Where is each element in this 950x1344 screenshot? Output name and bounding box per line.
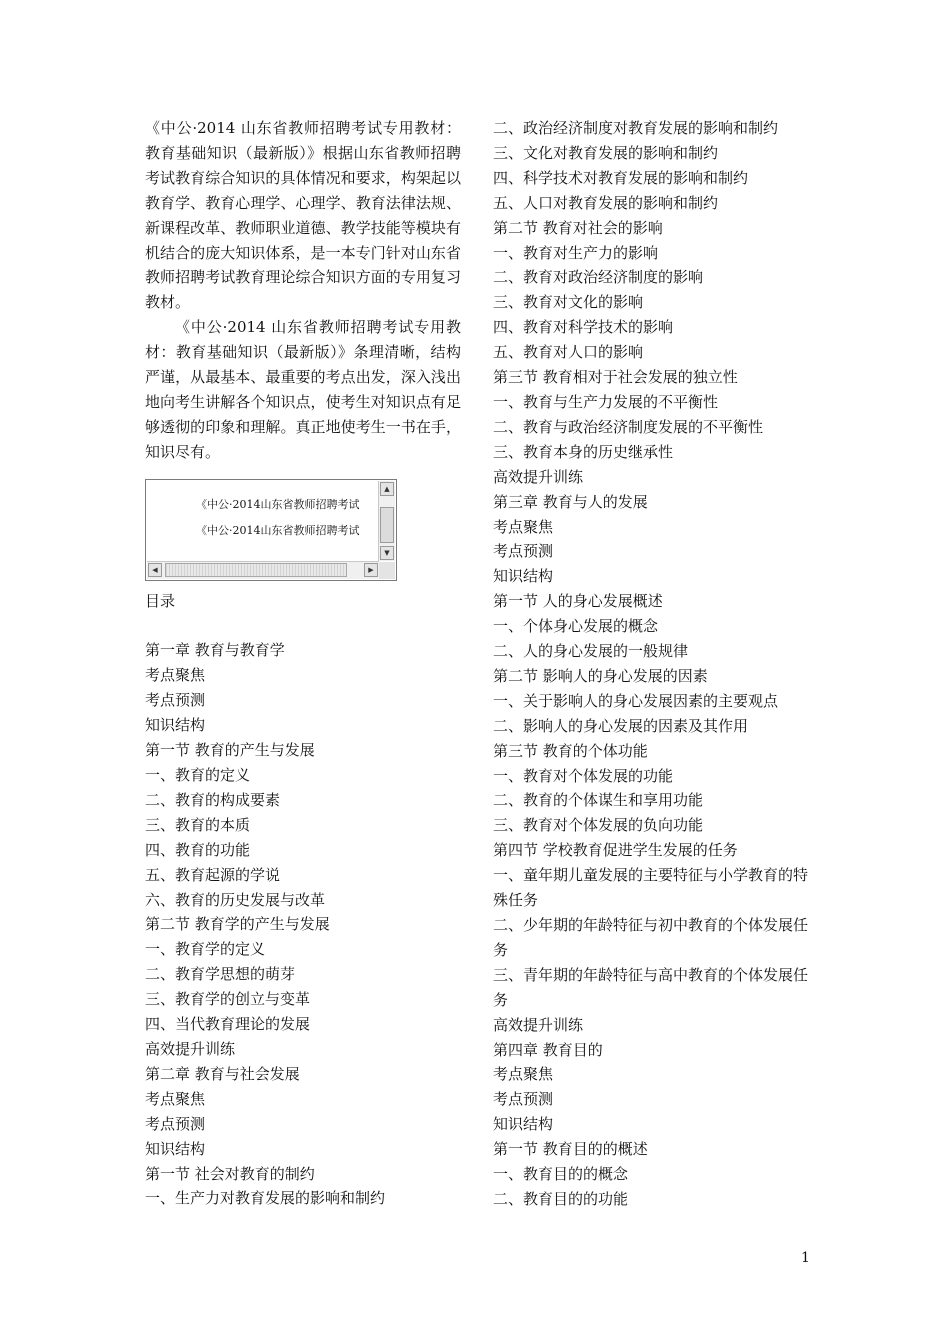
toc-entry: 考点聚焦 — [493, 517, 554, 536]
toc-entry: 考点预测 — [145, 1114, 206, 1133]
toc-entry: 第一章 教育与教育学 — [145, 641, 285, 660]
toc-entry: 考点预测 — [493, 542, 554, 561]
toc-entry: 一、关于影响人的身心发展因素的主要观点 — [493, 691, 779, 710]
toc-entry: 二、人的身心发展的一般规律 — [493, 642, 689, 661]
toc-entry: 四、教育的功能 — [145, 840, 251, 859]
toc-entry: 五、人口对教育发展的影响和制约 — [493, 193, 719, 212]
toc-entry: 第四章 教育目的 — [493, 1040, 603, 1059]
toc-entry: 四、当代教育理论的发展 — [145, 1015, 311, 1034]
toc-entry: 二、教育学思想的萌芽 — [145, 965, 296, 984]
scroll-box-line: 《中公·2014山东省教师招聘考试 — [196, 523, 360, 537]
vertical-scroll-thumb[interactable] — [380, 507, 394, 543]
scroll-right-icon[interactable]: ▶ — [364, 563, 378, 577]
toc-entry: 一、教育对个体发展的功能 — [493, 766, 674, 785]
toc-entry: 三、文化对教育发展的影响和制约 — [493, 143, 719, 162]
toc-entry: 三、教育本身的历史继承性 — [493, 442, 674, 461]
toc-entry: 第一节 人的身心发展概述 — [493, 592, 663, 611]
toc-entry: 第一节 教育目的的概述 — [493, 1140, 648, 1159]
toc-right-list — [493, 116, 813, 1212]
toc-entry: 一、教育与生产力发展的不平衡性 — [493, 392, 719, 411]
toc-entry: 三、教育的本质 — [145, 815, 251, 834]
toc-entry: 考点聚焦 — [145, 666, 206, 685]
toc-entry: 考点聚焦 — [493, 1065, 554, 1084]
intro-paragraph-1: 《中公·2014 山东省教师招聘考试专用教材：教育基础知识（最新版）》根据山东省教师招聘考试教育综合知识的具体情况和要求，构架起以教育学、教育心理学、心理学、教育法律法规、新课程改革、教师职业道德、教学技能等模块有机结合的庞大知识体系，是一本专门针对山东省教师招聘考试教育理论综合知识方面的专用复习教材。 — [145, 119, 461, 312]
toc-entry: 三、青年期的年龄特征与高中教育的个体发展任务 — [493, 965, 809, 1009]
toc-entry: 三、教育对文化的影响 — [493, 293, 644, 312]
scroll-box-line: 《中公·2014山东省教师招聘考试 — [196, 497, 360, 511]
toc-entry: 考点聚焦 — [145, 1089, 206, 1108]
right-column — [493, 116, 813, 1212]
toc-entry: 第三节 教育相对于社会发展的独立性 — [493, 368, 738, 387]
intro-paragraph-2: 《中公·2014 山东省教师招聘考试专用教材：教育基础知识（最新版）》条理清晰，结构严谨，从最基本、最重要的考点出发，深入浅出地向考生讲解各个知识点，使考生对知识点有足够透彻的印象和理解。真正地使考生一书在手，知识尽有。 — [145, 318, 461, 461]
toc-entry: 高效提升训练 — [145, 1039, 236, 1058]
toc-entry: 知识结构 — [493, 567, 554, 586]
toc-entry: 二、少年期的年龄特征与初中教育的个体发展任务 — [493, 916, 809, 959]
toc-entry: 第二节 教育对社会的影响 — [493, 218, 663, 237]
toc-title: 目录 — [145, 591, 176, 610]
toc-entry: 二、教育对政治经济制度的影响 — [493, 268, 704, 287]
toc-entry: 高效提升训练 — [493, 1015, 584, 1034]
toc-entry: 一、童年期儿童发展的主要特征与小学教育的特殊任务 — [493, 866, 809, 910]
toc-entry: 三、教育对个体发展的负向功能 — [493, 816, 704, 835]
toc-entry: 四、教育对科学技术的影响 — [493, 318, 674, 337]
toc-entry: 一、教育目的的概念 — [493, 1165, 629, 1184]
toc-entry: 六、教育的历史发展与改革 — [145, 890, 326, 909]
toc-entry: 第二节 影响人的身心发展的因素 — [493, 666, 708, 685]
toc-entry: 考点预测 — [145, 691, 206, 710]
toc-entry: 高效提升训练 — [493, 467, 584, 486]
scroll-box-content — [148, 482, 378, 560]
toc-entry: 知识结构 — [145, 716, 206, 735]
horizontal-scrollbar[interactable] — [147, 561, 379, 579]
toc-entry: 考点预测 — [493, 1090, 554, 1109]
toc-left-list — [145, 638, 461, 1211]
toc-entry: 二、影响人的身心发展的因素及其作用 — [493, 716, 749, 735]
toc-entry: 第二章 教育与社会发展 — [145, 1064, 300, 1083]
toc-entry: 五、教育起源的学说 — [145, 865, 281, 884]
page-number: 1 — [801, 1250, 810, 1266]
toc-entry: 第三章 教育与人的发展 — [493, 492, 648, 511]
toc-entry: 第一节 社会对教育的制约 — [145, 1164, 315, 1183]
toc-entry: 一、个体身心发展的概念 — [493, 617, 659, 636]
toc-entry: 第三节 教育的个体功能 — [493, 741, 648, 760]
toc-entry: 二、教育的构成要素 — [145, 790, 281, 809]
toc-entry: 一、教育对生产力的影响 — [493, 243, 659, 262]
toc-entry: 二、教育与政治经济制度发展的不平衡性 — [493, 417, 764, 436]
scroll-left-icon[interactable]: ◀ — [148, 563, 162, 577]
toc-entry: 五、教育对人口的影响 — [493, 343, 644, 362]
toc-entry: 知识结构 — [493, 1115, 554, 1134]
toc-entry: 二、政治经济制度对教育发展的影响和制约 — [493, 119, 779, 137]
scroll-up-icon[interactable]: ▲ — [380, 482, 394, 496]
embedded-scroll-box[interactable] — [145, 479, 397, 581]
toc-entry: 一、教育学的定义 — [145, 940, 266, 959]
toc-entry: 二、教育目的的功能 — [493, 1189, 629, 1208]
toc-entry: 第四节 学校教育促进学生发展的任务 — [493, 841, 738, 860]
toc-entry: 二、教育的个体谋生和享用功能 — [493, 791, 704, 810]
toc-entry: 四、科学技术对教育发展的影响和制约 — [493, 168, 749, 187]
scroll-down-icon[interactable]: ▼ — [380, 546, 394, 560]
toc-entry: 第二节 教育学的产生与发展 — [145, 915, 330, 934]
vertical-scrollbar[interactable] — [378, 481, 395, 561]
spacer — [145, 614, 461, 639]
horizontal-scroll-thumb[interactable] — [165, 563, 347, 577]
toc-entry: 三、教育学的创立与变革 — [145, 990, 311, 1009]
scrollbar-corner — [379, 562, 395, 579]
left-column — [145, 116, 461, 1211]
toc-entry: 一、生产力对教育发展的影响和制约 — [145, 1189, 386, 1208]
toc-entry: 一、教育的定义 — [145, 766, 251, 785]
toc-entry: 知识结构 — [145, 1139, 206, 1158]
toc-entry: 第一节 教育的产生与发展 — [145, 741, 315, 760]
